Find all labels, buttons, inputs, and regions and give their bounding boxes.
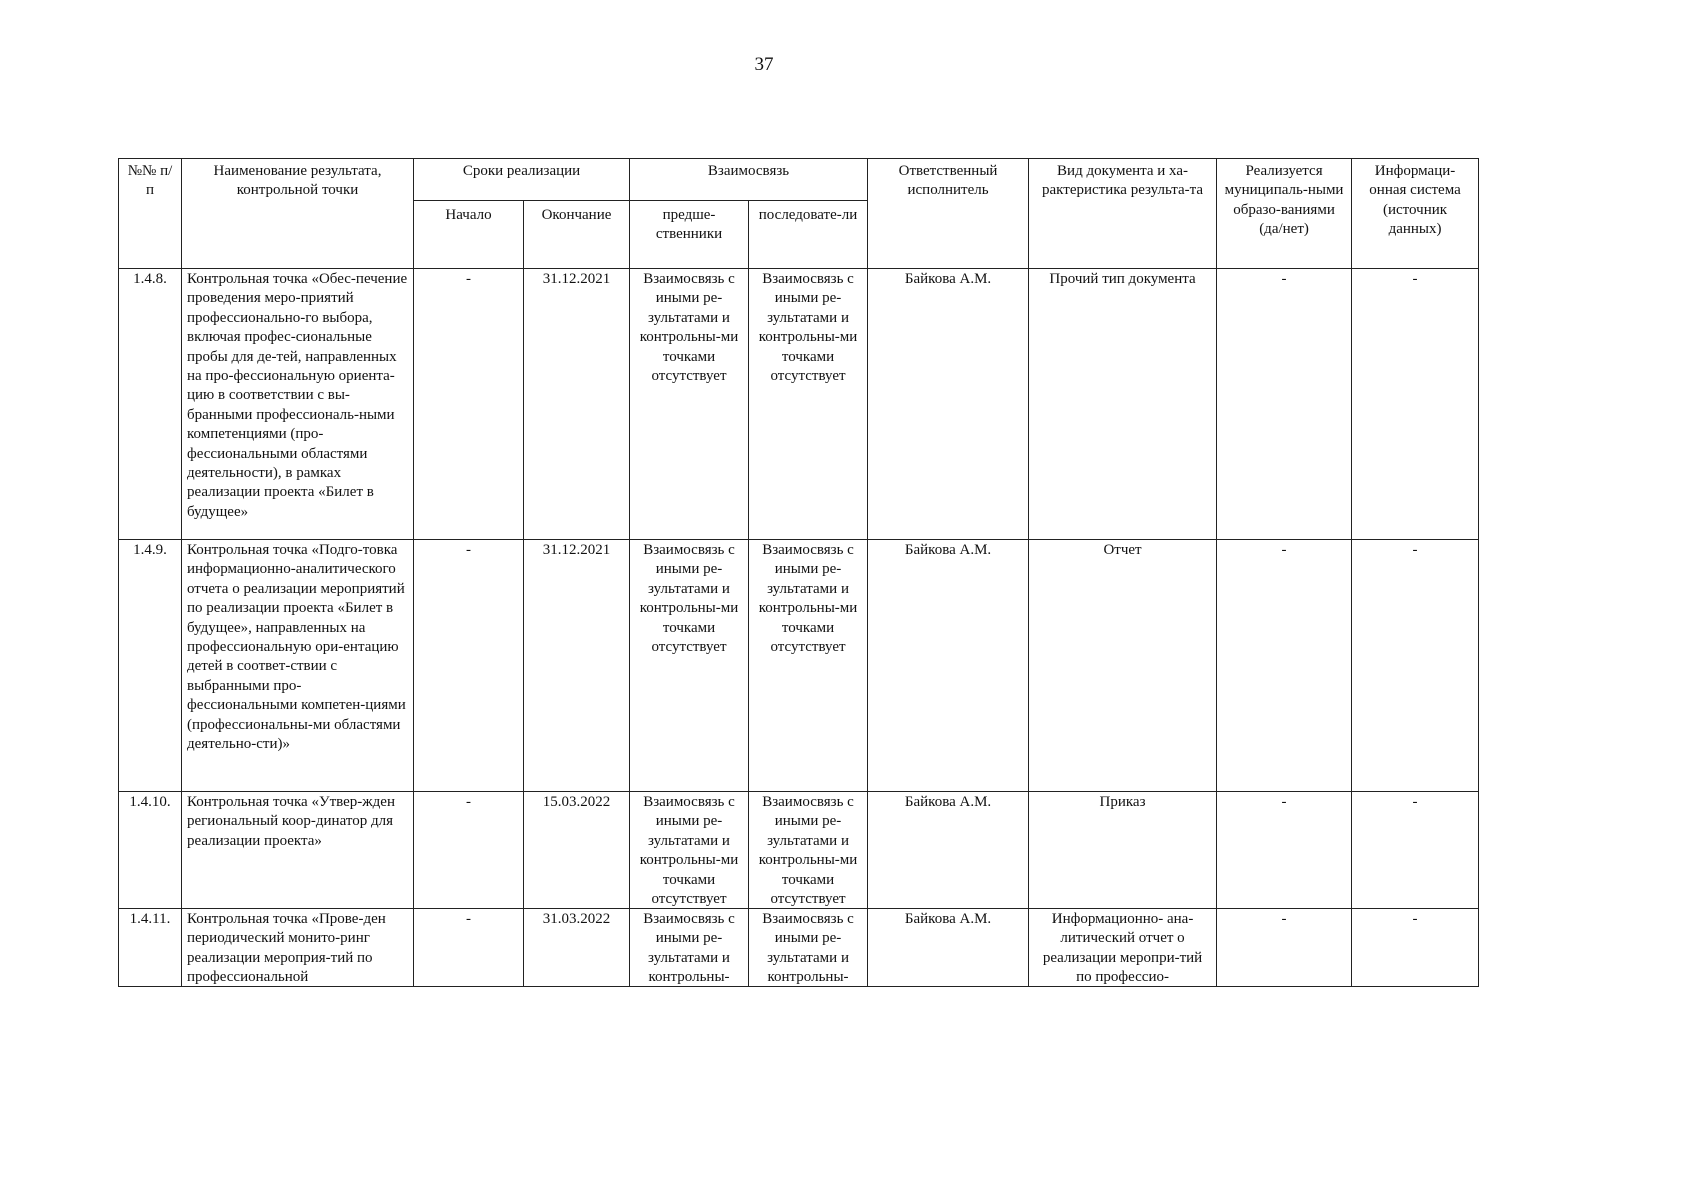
row-name: Контрольная точка «Утвер-жден региональный коор-динатор для реализации проекта» (182, 792, 414, 909)
row-responsible: Байкова А.М. (868, 792, 1029, 909)
row-responsible: Байкова А.М. (868, 540, 1029, 792)
row-successors: Взаимосвязь с иными ре-зультатами и контрольны-ми точками отсутствует (749, 269, 868, 540)
row-doc-type: Отчет (1029, 540, 1217, 792)
header-doc-type: Вид документа и ха-рактеристика результа-та (1029, 159, 1217, 269)
row-doc-type: Прочий тип документа (1029, 269, 1217, 540)
header-responsible: Ответственный исполнитель (868, 159, 1029, 269)
row-successors: Взаимосвязь с иными ре-зультатами и контрольны- (762, 911, 854, 986)
row-end: 31.12.2021 (524, 540, 630, 792)
page-number: 37 (754, 54, 774, 75)
row-municipal: - (1217, 792, 1352, 909)
row-num: 1.4.9. (119, 540, 182, 792)
header-relation: Взаимосвязь (630, 159, 868, 201)
table-header (119, 159, 1479, 269)
row-start: - (414, 540, 524, 792)
table-body (119, 269, 1479, 987)
row-info-system: - (1412, 911, 1418, 927)
row-start: - (414, 792, 524, 909)
row-responsible: Байкова А.М. (868, 269, 1029, 540)
row-num: 1.4.10. (119, 792, 182, 909)
row-municipal: - (1281, 911, 1287, 927)
row-info-system: - (1352, 792, 1479, 909)
row-successors: Взаимосвязь с иными ре-зультатами и контрольны-ми точками отсутствует (758, 794, 858, 908)
row-successors: Взаимосвязь с иными ре-зультатами и контрольны-ми точками отсутствует (749, 540, 868, 792)
header-successors: последовате-ли (749, 201, 868, 269)
row-name: Контрольная точка «Обес-печение проведения меро-приятий профессионально-го выбора, включая профес-сиональные пробы для де-тей, направленных на про-фессиональную ориента-цию в соответствии с вы-бранными профессиональ-ными компетенциями (про-фессиональными областями деятельности), в рамках реализации проекта «Билет в будущее» (182, 269, 414, 540)
row-end: 15.03.2022 (524, 792, 630, 909)
row-start: - (414, 269, 524, 540)
header-name: Наименование результата, контрольной точки (182, 159, 414, 269)
table-row (119, 269, 1479, 540)
table-row (119, 540, 1479, 792)
row-predecessors: Взаимосвязь с иными ре-зультатами и контрольны-ми точками отсутствует (639, 794, 739, 908)
row-end: 31.03.2022 (542, 911, 611, 927)
table-row (119, 909, 1479, 987)
row-predecessors: Взаимосвязь с иными ре-зультатами и контрольны-ми точками отсутствует (630, 269, 749, 540)
row-name: Контрольная точка «Прове-ден периодический монито-ринг реализации мероприя-тий по профессиональной (187, 911, 386, 986)
row-doc-type: Информационно- ана-литический отчет о реализации меропри-тий по профессио- (1042, 911, 1203, 986)
table-row (119, 792, 1479, 909)
row-doc-type: Приказ (1029, 792, 1217, 909)
row-end: 31.12.2021 (524, 269, 630, 540)
row-predecessors: Взаимосвязь с иными ре-зультатами и контрольны-ми точками отсутствует (630, 540, 749, 792)
row-responsible: Байкова А.М. (904, 911, 992, 927)
row-info-system: - (1352, 540, 1479, 792)
header-municipal: Реализуется муниципаль-ными образо-ваниями (да/нет) (1217, 159, 1352, 269)
row-municipal: - (1217, 269, 1352, 540)
row-name: Контрольная точка «Подго-товка информационно-аналитического отчета о реализации мероприятий по реализации проекта «Билет в будущее», направленных на профессиональную ори-ентацию детей в соответ-ствии с выбранными про-фессиональными компетен-циями (профессиональны-ми областями деятельно-сти)» (182, 540, 414, 792)
row-predecessors: Взаимосвязь с иными ре-зультатами и контрольны- (643, 911, 735, 986)
row-info-system: - (1352, 269, 1479, 540)
header-end: Окончание (524, 201, 630, 269)
header-info-system: Информаци-онная система (источник данных) (1352, 159, 1479, 269)
header-start: Начало (414, 201, 524, 269)
header-terms: Сроки реализации (414, 159, 630, 201)
header-predecessors: предше-ственники (630, 201, 749, 269)
row-num: 1.4.11. (129, 911, 171, 927)
header-num: №№ п/п (119, 159, 182, 269)
row-start: - (466, 911, 471, 927)
row-num: 1.4.8. (119, 269, 182, 540)
row-municipal: - (1217, 540, 1352, 792)
control-points-table (118, 158, 1479, 987)
